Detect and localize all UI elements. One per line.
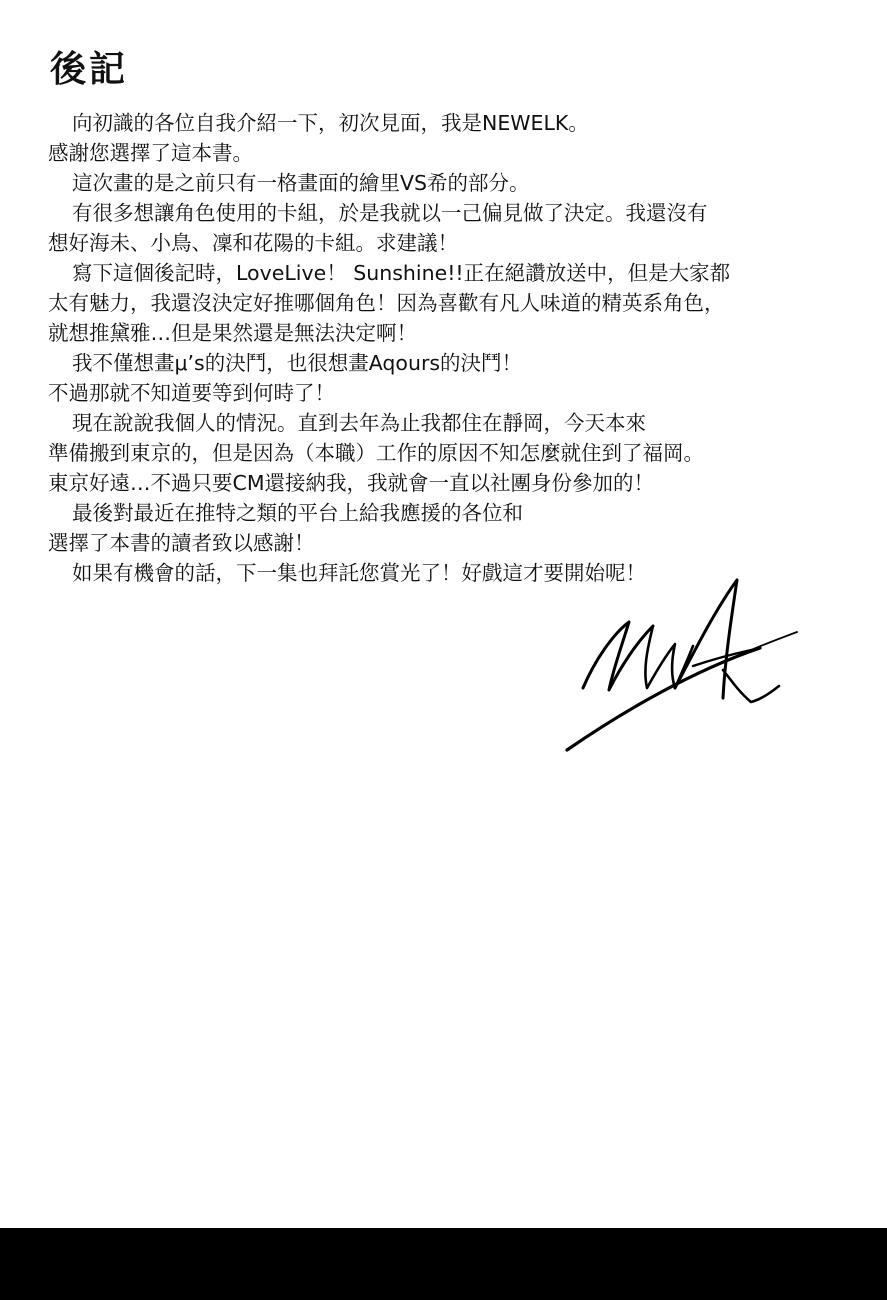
text-line: 就想推黛雅…但是果然還是無法決定啊！ <box>48 321 417 345</box>
text-line: 太有魅力，我還沒決定好推哪個角色！因為喜歡有凡人味道的精英系角色， <box>48 291 725 315</box>
afterword-body <box>48 108 838 588</box>
text-line: 想好海未、小鳥、凜和花陽的卡組。求建議！ <box>48 231 458 255</box>
text-line: 不過那就不知道要等到何時了！ <box>48 381 335 405</box>
text-line: 準備搬到東京的，但是因為（本職）工作的原因不知怎麼就住到了福岡。 <box>48 441 704 465</box>
text-line: 最後對最近在推特之類的平台上給我應援的各位和 <box>72 501 523 525</box>
text-line: 如果有機會的話，下一集也拜託您賞光了！好戲這才要開始呢！ <box>72 561 646 585</box>
text-line: 現在說說我個人的情況。直到去年為止我都住在靜岡，今天本來 <box>72 411 646 435</box>
text-line: 向初識的各位自我介紹一下，初次見面，我是NEWELK。 <box>72 111 589 135</box>
text-line: 感謝您選擇了這本書。 <box>48 141 253 165</box>
text-line: 我不僅想畫μ’s的決鬥，也很想畫Aqours的決鬥！ <box>72 351 523 375</box>
handwritten-signature-icon <box>555 570 805 760</box>
text-line: 選擇了本書的讀者致以感謝！ <box>48 531 315 555</box>
text-line: 寫下這個後記時，LoveLive！ Sunshine!!正在絕讚放送中，但是大家都 <box>72 261 731 285</box>
page-title: 後記 <box>50 49 129 90</box>
text-line: 這次畫的是之前只有一格畫面的繪里VS希的部分。 <box>72 171 530 195</box>
bottom-black-band <box>0 1228 887 1300</box>
text-line: 東京好遠…不過只要CM還接納我，我就會一直以社團身份參加的！ <box>48 471 654 495</box>
text-line: 有很多想讓角色使用的卡組，於是我就以一己偏見做了決定。我還沒有 <box>72 201 708 225</box>
